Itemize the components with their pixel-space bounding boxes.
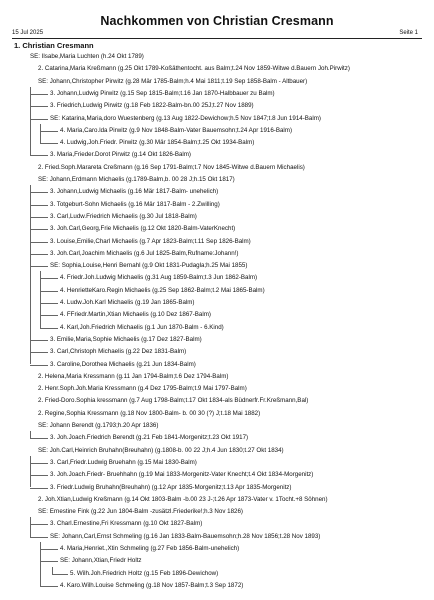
descendant-entry: 4. Maria,Henriet.,Xtin Schmeling (g.27 Feb 1856-Balm-unehelich) bbox=[60, 545, 240, 552]
spouse-entry: SE: Ernestine Fink (g.22 Jun 1804-Balm -zusätzl.Friederike!;h.3 Nov 1826) bbox=[38, 508, 243, 516]
descendant-entry: 3. Emilie,Maria,Sophie Michaelis (g.17 Dez 1827-Balm) bbox=[50, 335, 202, 343]
tree-connector bbox=[30, 192, 48, 193]
spouse-entry: SE: Johann,Carl,Ernst Schmeling (g.16 Jan 1833-Balm-Bauemsohn;h.28 Nov 1856;t.28 Nov 1893) bbox=[50, 532, 321, 540]
descendant-entry: 3. Carl,Friedr.Ludwig Bruehahn (g.15 Mai 1830-Balm) bbox=[50, 458, 197, 466]
descendant-entry: 3. Friedr.Ludwig Bruhahn(Breuhahn) (g.12 Apr 1835-Morgenitz;t.13 Apr 1835-Morgenitz) bbox=[50, 483, 292, 491]
tree-connector bbox=[40, 586, 58, 587]
descendant-entry: 4. Ludwig,Joh.Friedr. Pirwitz (g.30 Mär 1854-Balm;t.25 Okt 1934-Balm) bbox=[60, 139, 255, 147]
tree-connector bbox=[30, 217, 48, 218]
descendant-entry: 4. HenrietteKaro.Regin Michaelis (g.25 Sep 1862-Balm;t.2 Mai 1865-Balm) bbox=[60, 286, 265, 294]
descendant-entry: 3. Johann,Ludwig Pirwitz (g.15 Sep 1815-Balm;t.16 Jan 1870-Halbbauer zu Balm) bbox=[50, 89, 275, 97]
tree-connector bbox=[30, 340, 48, 341]
descendant-entry: 4. FFriedr.Martin,Xtian Michaelis (g.10 Dez 1867-Balm) bbox=[60, 311, 211, 319]
spouse-entry: SE: Sophia,Louise,Henri Bernahl (g.9 Okt 1831-Pudagla;h.25 Mai 1855) bbox=[50, 262, 248, 270]
descendant-entry: 3. Friedrich,Ludwig Pirwitz (g.18 Feb 1822-Balm-bn.00 25J;t.27 Nov 1889) bbox=[50, 102, 254, 110]
tree-connector bbox=[30, 524, 48, 525]
descendant-entry: 2. Fried.Soph.Marareta Creßmann (g.16 Sep 1791-Balm;t.7 Nov 1845-Witwe d.Bauern Michaelis) bbox=[38, 163, 305, 171]
root-person: 1. Christian Cresmann bbox=[14, 41, 94, 50]
tree-connector bbox=[40, 303, 58, 304]
descendant-entry: 2. Helena,Maria Kressmann (g.11 Jan 1794-Balm;t.6 Dez 1794-Balm) bbox=[38, 372, 229, 380]
descendant-entry: 3. Carl,Christoph Michaelis (g.22 Dez 1831-Balm) bbox=[50, 348, 187, 356]
tree-vertical-connector bbox=[30, 431, 31, 438]
tree-connector bbox=[30, 155, 48, 156]
descendant-entry: 3. Maria,Frieder.Dorot Pirwitz (g.14 Okt 1826-Balm) bbox=[50, 151, 191, 159]
tree-vertical-connector bbox=[30, 517, 31, 536]
tree-vertical-connector bbox=[40, 271, 41, 327]
tree-connector bbox=[40, 328, 58, 329]
spouse-entry: SE: Johann,Xtian,Friedr Holtz bbox=[60, 557, 142, 565]
descendant-entry: 5. Wilh.Joh.Friedrich Holtz (g.15 Feb 1896-Dewichow) bbox=[70, 569, 219, 577]
header-rule bbox=[12, 38, 422, 39]
descendant-entry: 2. Henr.Soph.Joh.Maria Kressmann (g.4 Dez 1795-Balm;t.9 Mai 1797-Balm) bbox=[38, 385, 247, 393]
tree-connector bbox=[30, 438, 48, 439]
descendant-entry: 3. Charl.Ernestine,Fri Kressmann (g.10 Okt 1827-Balm) bbox=[50, 520, 203, 528]
descendant-entry: 3. Totgeburt-Sohn Michaelis (g.16 Mär 1817-Balm - 2.Zwilling) bbox=[50, 200, 220, 208]
spouse-entry: SE: Johann,Christopher Pirwitz (g.28 Mär 1785-Balm;h.4 Mai 1811;t.19 Sep 1858-Balm - Altbauer) bbox=[38, 77, 308, 85]
spouse-entry: SE: Katarina,Maria,doro Wuestenberg (g.13 Aug 1822-Dewichow;h.5 Nov 1847;t.8 Jun 1914-Balm) bbox=[50, 114, 321, 122]
tree-connector bbox=[40, 143, 58, 144]
tree-vertical-connector bbox=[40, 124, 41, 143]
descendant-entry: 3. Joh.Carl,Joachim Michaelis (g.6 Jul 1825-Balm,Rufname:Johann!) bbox=[50, 249, 239, 257]
descendant-entry: 2. Catarina,Maria Kreßmann (g.25 Okt 1789-Koßäthentocht. aus Balm;t.24 Nov 1859-Witwe d.Bauern Joh.Pirwitz) bbox=[38, 65, 350, 73]
tree-connector bbox=[40, 278, 58, 279]
tree-vertical-connector bbox=[30, 185, 31, 364]
descendant-entry: 4. Friedr.Joh.Ludwig Michaelis (g.31 Aug 1859-Balm;t.3 Jun 1862-Balm) bbox=[60, 274, 258, 282]
descendant-entry: 2. Fried-Doro.Sophia kressmann (g.7 Aug 1798-Balm;t.17 Okt 1834-als Büdnerfr.Fr.Kreßmann,Bal) bbox=[38, 397, 309, 405]
page-number: Seite 1 bbox=[399, 30, 418, 36]
tree-connector bbox=[30, 475, 48, 476]
spouse-entry: SE: Johann,Erdmann Michaelis (g.1789-Balm,b. 00 28 J;h.15 Okt 1817) bbox=[38, 176, 235, 183]
descendant-entry: 3. Carl,Ludw.Friedrich Michaelis (g.30 Jul 1818-Balm) bbox=[50, 212, 197, 220]
spouse-entry: SE: Johann Berendt (g.1793;h.20 Apr 1836) bbox=[38, 422, 159, 429]
report-date: 15 Jul 2025 bbox=[12, 30, 44, 36]
descendant-entry: 3. Joh.Carl,Georg,Frie Michaelis (g.12 Okt 1820-Balm-VaterKnecht) bbox=[50, 225, 236, 233]
tree-connector bbox=[52, 574, 68, 575]
spouse-entry: SE: Ilsabe,Maria Luchten (h.24 Okt 1789) bbox=[30, 53, 144, 60]
tree-connector bbox=[40, 561, 58, 562]
tree-connector bbox=[30, 254, 48, 255]
descendant-entry: 3. Louise,Emilie,Charl Michaelis (g.7 Apr 1823-Balm;t.11 Sep 1826-Balm) bbox=[50, 237, 251, 245]
tree-connector bbox=[30, 365, 48, 366]
tree-vertical-connector bbox=[30, 87, 31, 156]
descendant-entry: 3. Caroline,Dorothea Michaelis (g.21 Jun 1834-Balm) bbox=[50, 360, 196, 368]
descendant-entry: 3. Joh.Joach.Friedr- Bruehhahn (g.19 Mai 1833-Morgenitz-Vater Knecht;t.4 Okt 1834-Morgenitz) bbox=[50, 471, 314, 479]
descendant-entry: 3. Joh.Joach.Friedrich Berendt (g.21 Feb 1841-Morgenitz;t.23 Okt 1917) bbox=[50, 434, 249, 442]
descendant-entry: 3. Johann,Ludwig Michaelis (g.16 Mär 1817-Balm- unehelich) bbox=[50, 188, 219, 196]
tree-connector bbox=[30, 266, 48, 267]
descendant-entry: 4. Karo.Wilh.Louise Schmeling (g.18 Nov 1857-Balm;t.3 Sep 1872) bbox=[60, 581, 244, 589]
tree-connector bbox=[30, 352, 48, 353]
tree-connector bbox=[30, 205, 48, 206]
tree-connector bbox=[40, 315, 58, 316]
tree-connector bbox=[30, 537, 48, 538]
tree-connector bbox=[30, 242, 48, 243]
descendant-entry: 4. Karl,Joh.Friedrich Michaelis (g.1 Jun 1870-Balm - 6.Kind) bbox=[60, 323, 224, 331]
descendant-entry: 4. Ludw.Joh.Karl Michaelis (g.19 Jan 1865-Balm) bbox=[60, 299, 195, 306]
tree-connector bbox=[40, 291, 58, 292]
tree-connector bbox=[40, 131, 58, 132]
report-title: Nachkommen von Christian Cresmann bbox=[100, 14, 334, 28]
tree-connector bbox=[30, 463, 48, 464]
descendant-entry: 2. Joh.Xtian,Ludwig Kreßmann (g.14 Okt 1803-Balm -b.00 23 J-;t.26 Apr 1873-Vater v. 1Tocht.+8 Söhnen) bbox=[38, 495, 328, 503]
tree-connector bbox=[40, 549, 58, 550]
tree-connector bbox=[30, 106, 48, 107]
tree-vertical-connector bbox=[40, 542, 41, 586]
tree-connector bbox=[30, 488, 48, 489]
tree-connector bbox=[30, 119, 48, 120]
spouse-entry: SE: Joh.Carl,Heinrich Bruhahn(Breuhahn) (g.1808-b. 00 22 J;h.4 Jun 1830;t.27 Okt 1834) bbox=[38, 446, 284, 454]
tree-vertical-connector bbox=[30, 456, 31, 488]
descendant-entry: 4. Maria,Caro.lda Pirwitz (g.9 Nov 1848-Balm-Vater Bauemsohn;t.24 Apr 1916-Balm) bbox=[60, 126, 293, 134]
tree-connector bbox=[30, 229, 48, 230]
tree-vertical-connector bbox=[52, 567, 53, 574]
descendant-entry: 2. Regine,Sophia Kressmann (g.18 Nov 1800-Balm- b. 00 30 (?) J;t.18 Mai 1882) bbox=[38, 409, 261, 417]
tree-connector bbox=[30, 94, 48, 95]
